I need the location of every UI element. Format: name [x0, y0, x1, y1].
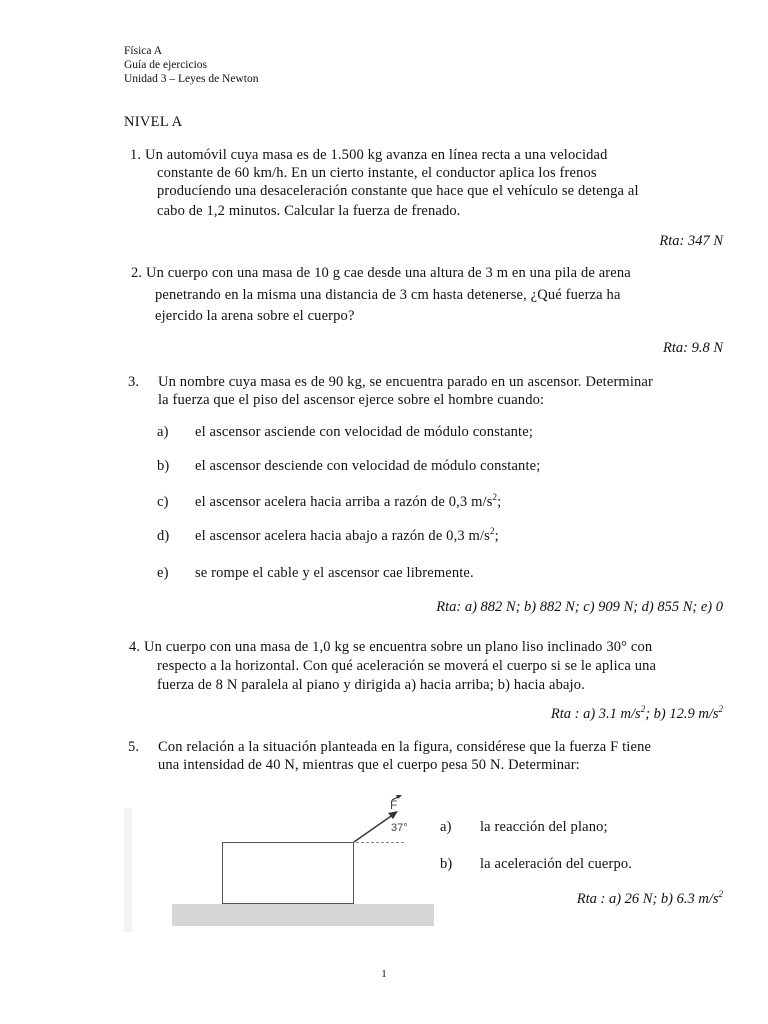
problem-3-item-d-label: d): [157, 528, 170, 544]
problem-1-line-2: constante de 60 km/h. En un cierto instante, el conductor aplica los frenos: [157, 165, 597, 181]
figure-scan-edge: [124, 808, 132, 932]
problem-5-answer-text: Rta : a) 26 N; b) 6.3 m/s: [576, 891, 719, 907]
problem-3-item-c-tail: ;: [497, 494, 502, 510]
problem-5-line-1: Con relación a la situación planteada en la figura, considérese que la fuerza F tiene: [158, 739, 652, 755]
block-body: [222, 842, 354, 904]
problem-3-item-c: [195, 493, 501, 511]
angle-label: 37°: [391, 822, 408, 834]
problem-5-item-b-label: b): [440, 856, 453, 872]
problem-4-answer-exponent-2: 2: [718, 704, 723, 715]
problem-3-answer: Rta: a) 882 N; b) 882 N; c) 909 N; d) 855 N; e) 0: [436, 599, 723, 615]
force-arrow-icon: [340, 790, 420, 850]
problem-3-item-c-label: c): [157, 494, 169, 510]
problem-3-item-c-exponent: 2: [492, 492, 498, 503]
problem-3-item-c-text: el ascensor acelera hacia arriba a razón de 0,3 m/s: [195, 494, 493, 510]
problem-5-line-2: una intensidad de 40 N, mientras que el cuerpo pesa 50 N. Determinar:: [158, 757, 580, 773]
problem-2-line-1: 2. Un cuerpo con una masa de 10 g cae desde una altura de 3 m en una pila de arena: [131, 265, 631, 281]
problem-5-item-a-label: a): [440, 819, 452, 835]
problem-3-item-e-text: se rompe el cable y el ascensor cae libremente.: [195, 565, 474, 581]
problem-2-line-3: ejercido la arena sobre el cuerpo?: [155, 308, 355, 324]
problem-5-number: 5.: [128, 739, 140, 755]
level-title: NIVEL A: [124, 114, 183, 130]
problem-1-line-4: cabo de 1,2 minutos. Calcular la fuerza de frenado.: [157, 203, 461, 219]
problem-1-answer: Rta: 347 N: [659, 233, 723, 249]
problem-3-line-2: la fuerza que el piso del ascensor ejerce sobre el hombre cuando:: [158, 392, 545, 408]
problem-4-answer: [551, 706, 723, 723]
problem-1-line-3: producíendo una desaceleración constante que hace que el vehículo se detenga al: [157, 183, 639, 199]
problem-3-item-a-text: el ascensor asciende con velocidad de módulo constante;: [195, 424, 534, 440]
problem-3-number: 3.: [128, 374, 140, 390]
problem-3-item-e-label: e): [157, 565, 169, 581]
problem-5-answer: [577, 891, 723, 908]
header-guide: Guía de ejercicios: [124, 59, 208, 71]
problem-1-line-1: 1. Un automóvil cuya masa es de 1.500 kg avanza en línea recta a una velocidad: [130, 147, 608, 163]
problem-3-line-1: Un nombre cuya masa es de 90 kg, se encuentra parado en un ascensor. Determinar: [158, 374, 654, 390]
problem-4-line-1: 4. Un cuerpo con una masa de 1,0 kg se encuentra sobre un plano liso inclinado 30° con: [129, 639, 653, 655]
force-label: F: [390, 798, 398, 812]
problem-2-answer: Rta: 9.8 N: [662, 340, 723, 356]
problem-4-answer-exponent-1: 2: [640, 704, 646, 715]
problem-4-answer-a: Rta : a) 3.1 m/s: [550, 706, 641, 722]
header-subject: Física A: [124, 45, 163, 57]
problem-3-item-d-text: el ascensor acelera hacia abajo a razón de 0,3 m/s: [195, 528, 490, 544]
problem-3-item-d-tail: ;: [494, 528, 499, 544]
problem-4-answer-b: ; b) 12.9 m/s: [645, 706, 719, 722]
page-number: 1: [381, 968, 387, 980]
ground-surface: [172, 904, 434, 926]
problem-3-item-a-label: a): [157, 424, 169, 440]
problem-5-item-a-text: la reacción del plano;: [480, 819, 608, 835]
problem-5-item-b-text: la aceleración del cuerpo.: [480, 856, 633, 872]
problem-4-line-3: fuerza de 8 N paralela al piano y dirigida a) hacia arriba; b) hacia abajo.: [157, 677, 585, 693]
problem-4-line-2: respecto a la horizontal. Con qué aceleración se moverá el cuerpo si se le aplica una: [157, 658, 657, 674]
problem-3-item-d-exponent: 2: [489, 526, 495, 537]
problem-5-answer-exponent: 2: [718, 889, 723, 900]
problem-3-item-b-text: el ascensor desciende con velocidad de módulo constante;: [195, 458, 541, 474]
header-unit: Unidad 3 – Leyes de Newton: [124, 73, 259, 85]
problem-3-item-d: [195, 527, 499, 545]
problem-2-line-2: penetrando en la misma una distancia de 3 cm hasta detenerse, ¿Qué fuerza ha: [155, 287, 621, 303]
problem-3-item-b-label: b): [157, 458, 170, 474]
